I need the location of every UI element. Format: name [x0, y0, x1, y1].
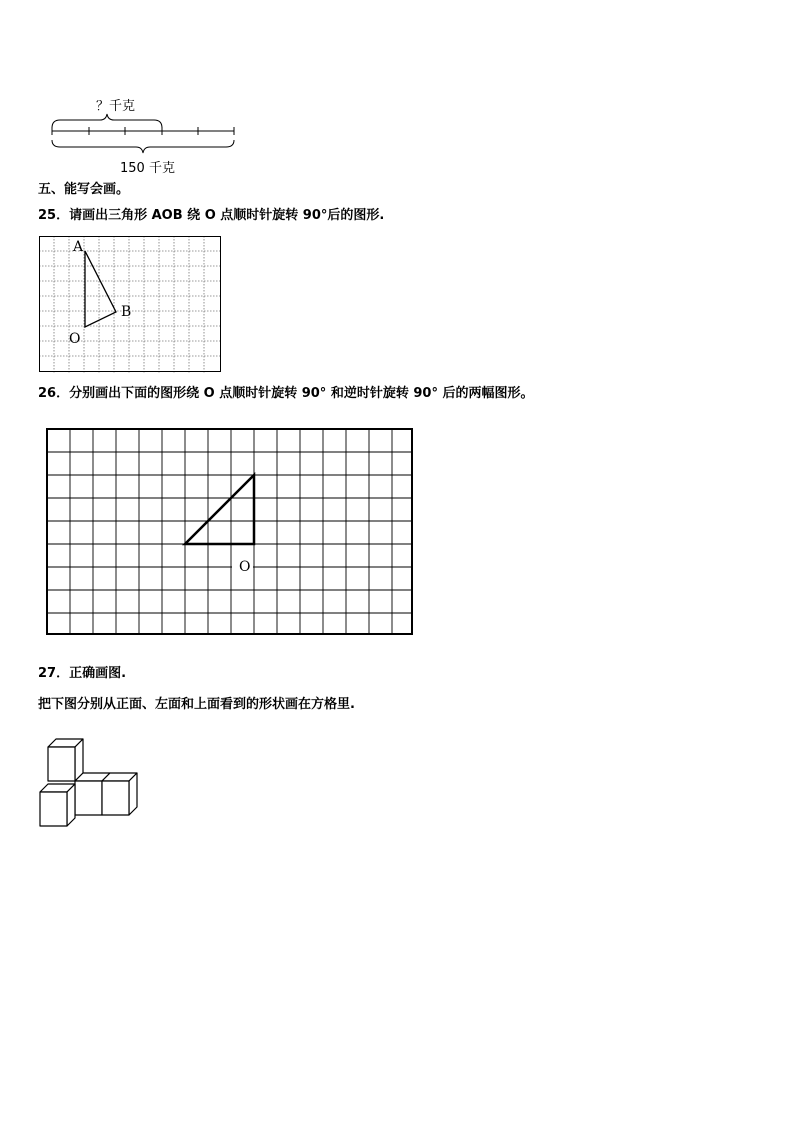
bottom-brace: [52, 140, 234, 153]
q26-grid-border: [47, 429, 412, 634]
point-b-label: B: [121, 304, 132, 320]
q25-grid-svg: [39, 236, 222, 373]
brace-diagram-svg: [40, 90, 250, 180]
section-heading: 五、能写会画。: [38, 182, 130, 197]
cube-front-left: [40, 784, 75, 826]
right-triangle-shape: [185, 475, 254, 544]
cube-stack-svg: [38, 735, 138, 830]
cube-stack-figure: [38, 735, 138, 834]
brace-top-label: ？千克: [96, 99, 136, 114]
question-26-text: 26．分别画出下面的图形绕 O 点顺时针旋转 90° 和逆时针旋转 90° 后的两幅图形。: [38, 386, 534, 401]
question-25-text: 25．请画出三角形 AOB 绕 O 点顺时针旋转 90°后的图形.: [38, 208, 385, 223]
q26-grid-svg: [46, 428, 414, 636]
cube-upper: [48, 739, 83, 781]
cube-back-right: [102, 773, 137, 815]
question-27-instruction: 把下图分别从正面、左面和上面看到的形状画在方格里.: [38, 697, 355, 712]
point-o-label-26: O: [239, 559, 251, 575]
brace-bottom-label: 150 千克: [120, 161, 175, 176]
point-a-label: A: [73, 239, 84, 255]
question-27-title: 27．正确画图.: [38, 666, 127, 681]
q26-grid-lines: [47, 429, 412, 634]
q26-grid-figure: [46, 428, 414, 640]
top-brace: [52, 114, 162, 128]
triangle-aob: [85, 251, 116, 327]
q25-grid-figure: [39, 236, 222, 377]
weight-brace-diagram: [40, 90, 250, 180]
point-o-label: O: [69, 331, 81, 347]
